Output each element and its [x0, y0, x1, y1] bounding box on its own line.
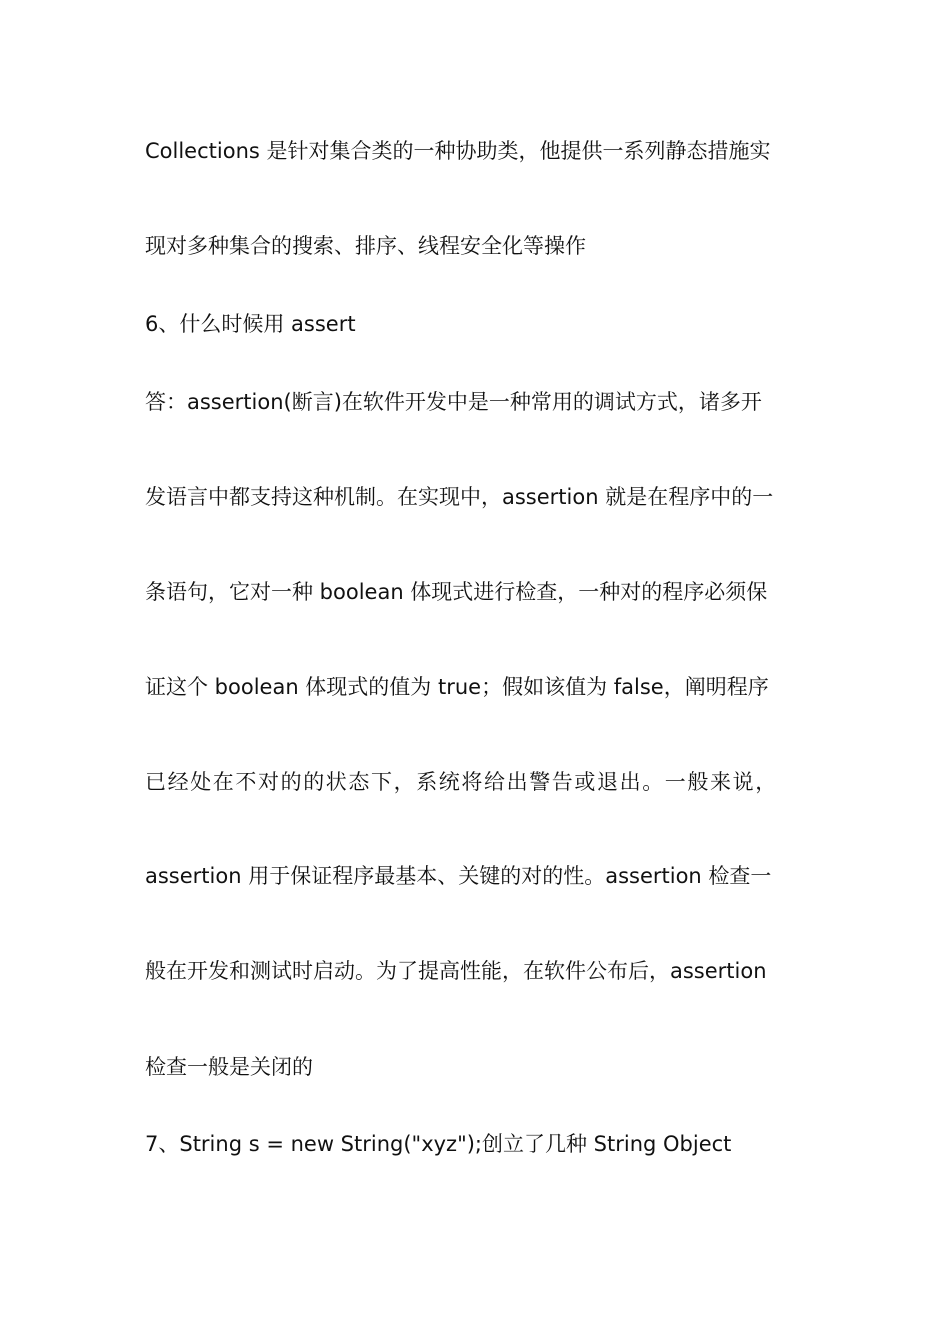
- paragraph-line-1: Collections 是针对集合类的一种协助类，他提供一系列静态措施实: [145, 139, 771, 163]
- question-heading-6: 6、什么时候用 assert: [145, 312, 356, 336]
- answer-line-5: 已经处在不对的的状态下，系统将给出警告或退出。一般来说，: [145, 770, 778, 794]
- answer-line-7: 般在开发和测试时启动。为了提高性能，在软件公布后，assertion: [145, 959, 767, 983]
- answer-line-8: 检查一般是关闭的: [145, 1055, 313, 1079]
- question-heading-7: 7、String s = new String("xyz");创立了几种 String Object: [145, 1132, 732, 1156]
- answer-line-3: 条语句，它对一种 boolean 体现式进行检查，一种对的程序必须保: [145, 580, 768, 604]
- paragraph-line-2: 现对多种集合的搜索、排序、线程安全化等操作: [145, 234, 586, 258]
- answer-line-4: 证这个 boolean 体现式的值为 true；假如该值为 false，阐明程序: [145, 675, 769, 699]
- answer-line-1: 答：assertion(断言)在软件开发中是一种常用的调试方式，诸多开: [145, 390, 762, 414]
- answer-line-6: assertion 用于保证程序最基本、关键的对的性。assertion 检查一: [145, 864, 772, 888]
- answer-line-2: 发语言中都支持这种机制。在实现中，assertion 就是在程序中的一: [145, 485, 774, 509]
